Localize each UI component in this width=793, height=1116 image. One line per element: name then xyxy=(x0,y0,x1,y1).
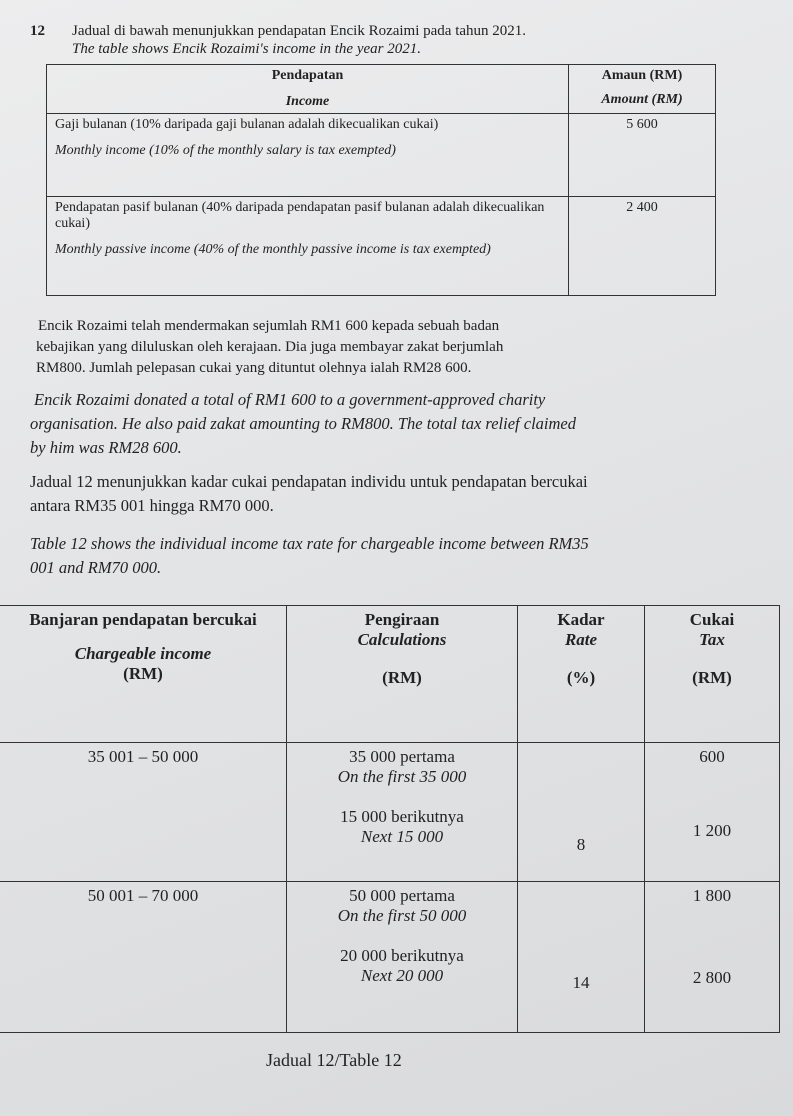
amount-header-cell xyxy=(569,65,716,114)
next-portion-ms: 15 000 berikutnya xyxy=(340,807,464,826)
tax-header xyxy=(645,606,780,743)
header-unit: (RM) xyxy=(123,664,163,683)
income-header-en: Income xyxy=(285,94,330,109)
paragraph-relief-ms xyxy=(30,316,503,379)
income-header-cell xyxy=(47,65,569,114)
row-text-en: Monthly passive income (40% of the monthly passive income is tax exempted) xyxy=(55,242,491,257)
question-number: 12 xyxy=(30,23,45,39)
amount-header-en: Amount (RM) xyxy=(601,92,683,107)
amount-header-ms: Amaun (RM) xyxy=(601,68,683,83)
calculation-cell xyxy=(287,743,518,882)
income-table xyxy=(46,64,716,296)
header-en: Rate xyxy=(564,630,598,649)
header-en: Tax xyxy=(699,630,725,649)
first-tax-value: 1 800 xyxy=(692,886,732,905)
paragraph-table-intro-en xyxy=(30,532,589,580)
next-portion-en: Next 20 000 xyxy=(360,966,444,985)
income-header-ms: Pendapatan xyxy=(271,68,344,83)
row-text-en: Monthly income (10% of the monthly salary is tax exempted) xyxy=(55,143,396,158)
text-line: Encik Rozaimi donated a total of RM1 600 to a government-approved charity xyxy=(34,390,546,409)
income-description xyxy=(47,114,569,197)
paragraph-relief-en xyxy=(30,388,576,460)
amount-value: 2 400 xyxy=(569,197,716,296)
tax-cell xyxy=(645,743,780,882)
next-portion-ms: 20 000 berikutnya xyxy=(340,946,464,965)
header-ms: Pengiraan xyxy=(364,610,440,629)
text-line: Table 12 shows the individual income tax rate for chargeable income between RM35 xyxy=(30,534,589,553)
rate-value: 8 xyxy=(518,743,645,882)
income-range: 35 001 – 50 000 xyxy=(0,743,287,882)
text-line: organisation. He also paid zakat amounting to RM800. The total tax relief claimed xyxy=(30,414,576,433)
first-portion-ms: 35 000 pertama xyxy=(349,747,455,766)
tax-table-header xyxy=(0,606,780,743)
header-ms: Banjaran pendapatan bercukai xyxy=(29,610,257,629)
income-range: 50 001 – 70 000 xyxy=(0,882,287,1033)
text-line: RM800. Jumlah pelepasan cukai yang dituntut olehnya ialah RM28 600. xyxy=(36,360,472,376)
row-text-ms: Gaji bulanan (10% daripada gaji bulanan adalah dikecualikan cukai) xyxy=(55,117,439,132)
chargeable-income-header xyxy=(0,606,287,743)
next-tax-value: 1 200 xyxy=(692,821,732,840)
next-tax-value: 2 800 xyxy=(692,968,732,987)
header-ms: Cukai xyxy=(689,610,735,629)
rate-value: 14 xyxy=(518,882,645,1033)
text-line: by him was RM28 600. xyxy=(30,438,182,457)
text-line: Encik Rozaimi telah mendermakan sejumlah RM1 600 kepada sebuah badan xyxy=(38,318,500,334)
first-portion-en: On the first 50 000 xyxy=(337,906,467,925)
next-portion-en: Next 15 000 xyxy=(360,827,444,846)
intro-malay: Jadual di bawah menunjukkan pendapatan Encik Rozaimi pada tahun 2021. xyxy=(72,23,527,39)
calculation-cell xyxy=(287,882,518,1033)
intro-english: The table shows Encik Rozaimi's income in the year 2021. xyxy=(72,41,421,57)
row-text-ms: Pendapatan pasif bulanan (40% daripada pendapatan pasif bulanan adalah dikecualikan cukai) xyxy=(55,200,545,231)
header-unit: (%) xyxy=(566,668,596,687)
header-en: Chargeable income xyxy=(74,644,212,663)
table-row xyxy=(47,114,716,197)
tax-cell xyxy=(645,882,780,1033)
header-unit: (RM) xyxy=(692,668,732,687)
text-line: antara RM35 001 hingga RM70 000. xyxy=(30,496,274,515)
calculations-header xyxy=(287,606,518,743)
first-portion-ms: 50 000 pertama xyxy=(349,886,455,905)
income-table-header xyxy=(47,65,716,114)
text-line: kebajikan yang diluluskan oleh kerajaan. Dia juga membayar zakat berjumlah xyxy=(36,339,504,355)
income-description xyxy=(47,197,569,296)
text-line: 001 and RM70 000. xyxy=(30,558,162,577)
first-tax-value: 600 xyxy=(699,747,725,766)
text-line: Jadual 12 menunjukkan kadar cukai pendapatan individu untuk pendapatan bercukai xyxy=(30,472,588,491)
table-caption: Jadual 12/Table 12 xyxy=(266,1050,402,1070)
first-portion-en: On the first 35 000 xyxy=(337,767,467,786)
tax-rate-table xyxy=(0,605,780,1033)
header-en: Calculations xyxy=(357,630,447,649)
table-row xyxy=(0,882,780,1033)
table-row xyxy=(47,197,716,296)
table-row xyxy=(0,743,780,882)
paragraph-table-intro-ms xyxy=(30,470,588,518)
header-ms: Kadar xyxy=(557,610,605,629)
header-unit: (RM) xyxy=(382,668,422,687)
rate-header xyxy=(518,606,645,743)
amount-value: 5 600 xyxy=(569,114,716,197)
